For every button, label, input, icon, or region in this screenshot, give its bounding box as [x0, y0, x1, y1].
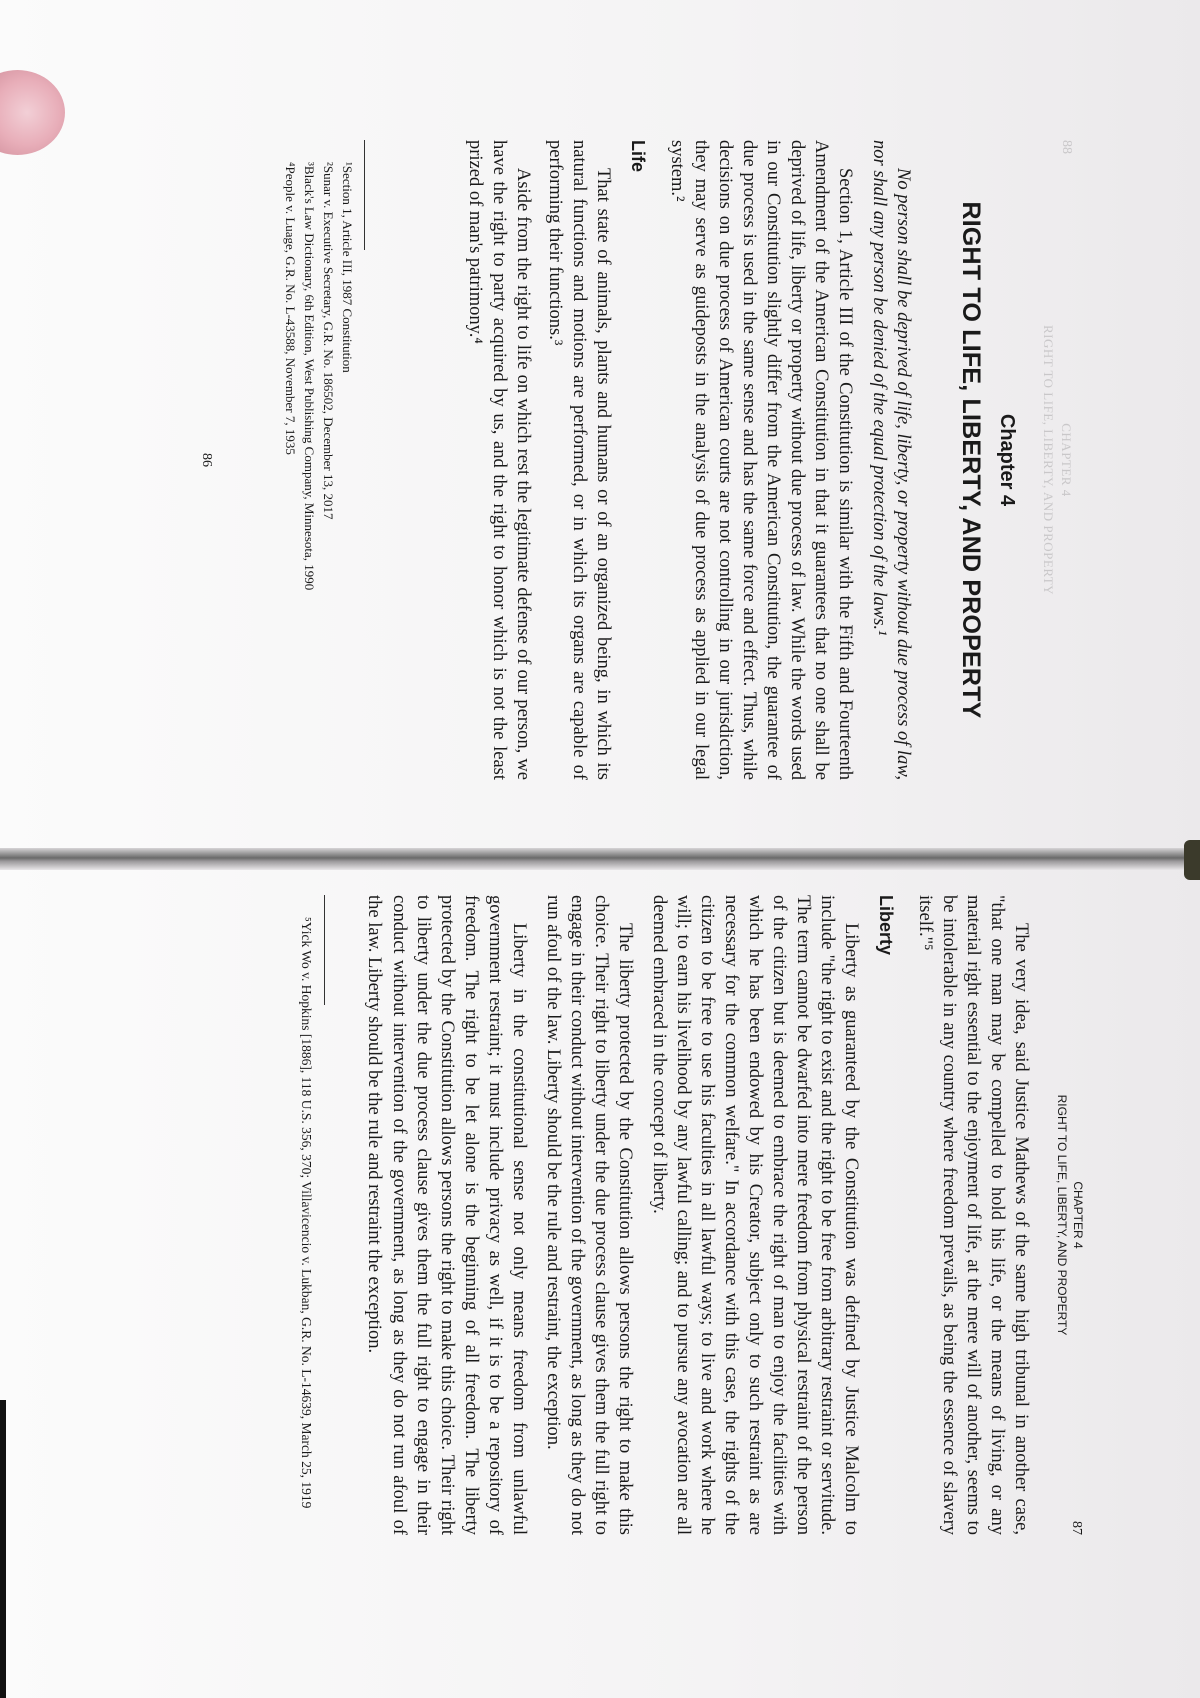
footnote: ³Black's Law Dictionary, 6th Edition, West Publishing Company, Minnesota, 1990 — [302, 162, 318, 591]
footnotes — [296, 895, 325, 1535]
running-head: CHAPTER 4 RIGHT TO LIFE, LIBERTY, AND PROPERTY — [1055, 1094, 1085, 1336]
page-number: 87 — [1069, 1521, 1084, 1535]
paragraph: The very idea, said Justice Mathews of the same high tribunal in another case, "that one man may be compelled to hold his life, or the means of living, or any material right essential to the enjoyment of life, at the mere will of another, seems to be intolerable in any country where freedom prevails, as being the essence of slavery itself."⁵ — [914, 895, 1031, 1535]
footnote: ⁴People v. Luage, G.R. No. L-43588, November 7, 1935 — [283, 162, 299, 455]
paragraph: That state of animals, plants and humans or of an organized being, in which its natural functions and motions are performed, or in which its organs are capable of performing their functions.³ — [545, 140, 614, 780]
footnote: ¹Section 1, Article III, 1987 Constitution — [340, 162, 355, 373]
chapter-title: RIGHT TO LIFE, LIBERTY, AND PROPERTY — [957, 201, 985, 719]
section-heading-life: Life — [627, 140, 648, 173]
page-number: 86 — [199, 453, 214, 467]
page-87-body — [362, 895, 1033, 1535]
paragraph: Aside from the right to life on which rest the legitimate defense of our person, we have the right to party acquired by us, and the right to honor which is not the least prized of man's patrimony.⁴ — [464, 140, 533, 780]
footnote-rule — [324, 895, 325, 1005]
scan-edge — [0, 1400, 6, 1698]
page-86 — [175, 140, 1075, 780]
paragraph: Liberty as guaranteed by the Constitution was defined by Justice Malcolm to include "the right to exist and the right to be free from arbitrary restraint or servitude. The term cannot be dwarfed into mere freedom from physical restraint of the person of the citizen but is deemed to embrace the right of man to enjoy the facilities with which he has been endowed by his Creator, subject only to such restraint as are necessary for the common welfare." In accordance with this case, the rights of the citizen to be free to use his faculties in all lawful ways; to live and work where he will; to earn his livelihood by any lawful calling; and to pursue any avocation are all deemed embraced in the concept of liberty. — [649, 895, 862, 1535]
chapter-label: Chapter 4 — [996, 413, 1018, 507]
book-edge — [1184, 840, 1200, 880]
bleed-through-header: CHAPTER 4 RIGHT TO LIFE, LIBERTY, AND PROPERTY — [1041, 324, 1074, 596]
footnote-rule — [364, 140, 365, 250]
epigraph: No person shall be deprived of life, liberty, or property without due process of law, nor shall any person be denied of the equal protection of the laws.¹ — [868, 140, 913, 780]
section-heading-liberty: Liberty — [875, 895, 896, 956]
footnote: ²Sunar v. Executive Secretary, G.R. No. 186502, December 13, 2017 — [321, 162, 337, 520]
page-86-body — [463, 140, 915, 780]
paragraph: Liberty in the constitutional sense not only means freedom from unlawful government restraint; it must include privacy as well, if it is to be a repository of freedom. The right to be let alone is the beginning of all freedom. The liberty protected by the Constitution allows persons the right to make this choice. Their right to liberty under the due process clause gives them the full right to engage in their conduct without intervention of the government, as long as they do not run afoul of the law. Liberty should be the rule and restraint the exception. — [364, 895, 529, 1535]
bleed-through-page-number: 88 — [1059, 140, 1074, 154]
book-spine — [0, 848, 1200, 870]
footnote: ⁵Yick Wo v. Hopkins [1886], 118 U.S. 356, 370; Villavicencio v. Lukban, G.R. No. L-14639, March 25, 1919 — [299, 917, 314, 1509]
page-87 — [155, 895, 1085, 1535]
paragraph: The liberty protected by the Constitution allows persons the right to make this choice. Their right to liberty under the due process clause gives them the full right to engage in their conduct without intervention of the government, as long as they do not run afoul of the law. Liberty should be the rule and restraint, the exception. — [542, 895, 635, 1535]
footnotes — [281, 140, 365, 780]
paragraph: Section 1, Article III of the Constitution is similar with the Fifth and Fourteenth Amendment of the American Constitution in that it guarantees that no one shall be deprived of life, liberty or property without due process of law. While the words used in our Constitution slightly differ from the American Constitution, the guarantee of due process is used in the same sense and has the same force and effect. Thus, while decisions on due process of American courts are not controlling in our jurisdiction, they may serve as guideposts in the analysis of due process as applied in our legal system.² — [666, 140, 855, 780]
